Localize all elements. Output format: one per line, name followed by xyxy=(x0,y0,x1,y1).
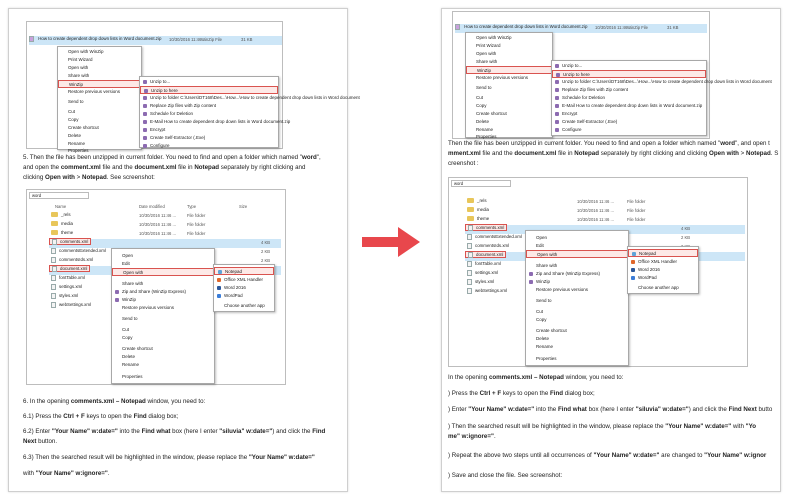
winzip-icon xyxy=(143,80,147,84)
menu-item-edit[interactable]: Edit xyxy=(536,243,544,248)
menu-item-cut[interactable]: Cut xyxy=(122,327,130,332)
menu-item-cut[interactable]: Cut xyxy=(476,95,484,100)
submenu-email[interactable]: E-Mail How to create dependent drop down lists in Word document.zip xyxy=(552,102,706,110)
file-row[interactable]: styles.xml xyxy=(51,293,78,302)
notepad-icon xyxy=(632,252,636,256)
gear-icon xyxy=(143,144,147,148)
menu-item-print-wizard[interactable]: Print Wizard xyxy=(476,43,501,48)
winzip-icon xyxy=(143,96,147,100)
submenu-email-label: E-Mail How to create dependent drop down lists in Word document.zip xyxy=(150,119,291,124)
xml-file-icon xyxy=(467,270,472,276)
header-size[interactable]: Size xyxy=(239,204,248,209)
word-icon xyxy=(631,268,635,272)
submenu-notepad[interactable]: Notepad xyxy=(628,249,698,257)
xml-file-icon xyxy=(51,293,56,299)
submenu-wordpad[interactable]: WordPad xyxy=(214,292,274,300)
zip-file-type: WinZip File xyxy=(201,37,222,42)
step-5-paragraph: 5. Then the file has been unzipped in current folder. You need to find and open a folder which named "word", and open the comment.xml file and the document.xml file in Notepad separately by right clicking and clicking Open with > Notepad. See screenshot: xyxy=(23,154,321,181)
winzip-icon xyxy=(555,104,559,108)
submenu-office-xml-handler[interactable]: Office XML Handler xyxy=(628,258,698,266)
file-name-document-highlight: document.xml xyxy=(49,265,90,272)
submenu-encrypt[interactable] xyxy=(140,126,278,134)
menu-item-rename[interactable]: Rename xyxy=(68,141,86,146)
header-name[interactable]: Name xyxy=(55,204,67,209)
menu-item-winzip[interactable]: WinZip xyxy=(112,296,214,304)
step-6-1: 6.1) Press the Ctrl + F keys to open the Find dialog box; xyxy=(23,413,179,420)
menu-item-winzip[interactable]: WinZip xyxy=(58,80,141,88)
menu-item-copy[interactable]: Copy xyxy=(122,335,133,340)
document-page-after xyxy=(441,8,781,492)
zip-file-row: How to create dependent drop down lists in Word document.zip 10/30/2016 11:46 ... WinZip File 31 KB xyxy=(455,24,707,33)
menu-item-delete[interactable]: Delete xyxy=(68,133,82,138)
menu-item-open[interactable]: Open xyxy=(122,253,134,258)
menu-item-send-to[interactable]: Send to xyxy=(536,298,552,303)
step-6-2: ) Enter "Your Name" w:date=" into the Find what box (here I enter "siluvia" w:date=") and click the Find Next butto xyxy=(448,406,773,413)
submenu-schedule-deletion[interactable] xyxy=(140,110,278,118)
submenu-unzip-to-here[interactable] xyxy=(140,86,278,94)
menu-item-edit[interactable]: Edit xyxy=(122,261,130,266)
menu-item-properties[interactable]: Properties xyxy=(476,134,497,139)
winzip-icon xyxy=(144,89,148,93)
menu-item-delete[interactable]: Delete xyxy=(122,354,136,359)
step-6-5: ) Save and close the file. See screenshot: xyxy=(448,472,563,479)
right-arrow-icon xyxy=(362,227,420,257)
step-6-4: ) Repeat the above two steps until all occurrences of "Your Name" w:date=" are changed to "Your Name" w:ignor xyxy=(448,452,767,459)
file-name-document-highlight: document.xml xyxy=(465,251,506,258)
folder-icon xyxy=(51,230,58,235)
submenu-schedule-deletion-label: Schedule for Deletion xyxy=(150,111,194,116)
screenshot-open-with-notepad xyxy=(448,177,748,367)
menu-item-open-with[interactable]: Open with xyxy=(68,65,89,70)
menu-item-restore-previous[interactable]: Restore previous versions xyxy=(536,287,589,292)
folder-icon xyxy=(467,216,474,221)
submenu-office-xml-handler[interactable]: Office XML Handler xyxy=(214,276,274,284)
wordpad-icon xyxy=(217,294,221,298)
file-row[interactable]: theme 10/30/2016 11:46 ... File folder xyxy=(51,230,281,239)
file-row[interactable]: commentsIds.xml 2 KB xyxy=(51,257,281,266)
menu-item-create-shortcut[interactable]: Create shortcut xyxy=(122,346,153,351)
xml-file-icon xyxy=(468,225,473,231)
submenu-encrypt-label: Encrypt xyxy=(150,127,166,132)
xml-file-icon xyxy=(467,234,472,240)
submenu-replace-zip[interactable] xyxy=(140,102,278,110)
file-row[interactable]: media 10/30/2016 11:46 ... File folder xyxy=(467,207,489,216)
step-6-3: ) Then the searched result will be highlighted in the window, please replace the "Your Name" w:date=" with "Yo me" w:ignore=". xyxy=(448,423,757,440)
file-row[interactable]: theme 10/30/2016 11:46 ... File folder xyxy=(467,216,489,225)
menu-item-restore-previous[interactable]: Restore previous versions xyxy=(68,89,121,94)
file-row[interactable]: _rels 10/30/2016 11:46 ... File folder xyxy=(51,212,281,221)
menu-item-create-shortcut[interactable]: Create shortcut xyxy=(536,328,567,333)
file-row[interactable]: webSettings.xml xyxy=(51,302,91,311)
menu-item-copy[interactable]: Copy xyxy=(476,103,487,108)
xml-file-icon xyxy=(468,252,473,258)
file-row[interactable]: comments.xml 4 KB xyxy=(49,239,281,248)
wordpad-icon xyxy=(631,276,635,280)
winzip-submenu xyxy=(139,76,360,148)
menu-item-copy[interactable]: Copy xyxy=(68,117,79,122)
xml-file-icon xyxy=(51,284,56,290)
menu-item-share-with[interactable]: Share with xyxy=(536,263,558,268)
submenu-word-2016[interactable]: Word 2016 xyxy=(214,284,274,292)
file-row[interactable]: media 10/30/2016 11:46 ... File folder xyxy=(51,221,281,230)
file-row[interactable]: settings.xml xyxy=(467,270,498,279)
menu-item-open-with[interactable]: Open with xyxy=(526,250,628,258)
open-with-submenu xyxy=(627,246,699,294)
zip-file-icon xyxy=(29,36,34,42)
open-with-submenu xyxy=(213,264,275,312)
submenu-encrypt[interactable]: Encrypt xyxy=(552,110,706,118)
submenu-choose-another-app[interactable]: Choose another app xyxy=(638,285,679,290)
xml-file-icon xyxy=(52,239,57,245)
address-bar[interactable]: word xyxy=(29,192,89,199)
winzip-icon xyxy=(529,272,533,276)
submenu-wordpad[interactable]: WordPad xyxy=(628,274,698,282)
xml-file-icon xyxy=(51,257,56,263)
menu-item-properties[interactable]: Properties xyxy=(536,356,557,361)
menu-item-properties[interactable] xyxy=(58,148,141,151)
screenshot-winzip-menu xyxy=(452,11,772,139)
menu-item-send-to[interactable]: Send to xyxy=(476,85,492,90)
address-bar[interactable]: word xyxy=(451,180,511,187)
menu-item-open-with-winzip[interactable]: Open with WinZip xyxy=(68,49,104,54)
file-row[interactable]: settings.xml xyxy=(51,284,82,293)
submenu-notepad[interactable]: Notepad xyxy=(214,267,274,275)
screenshot-open-with-notepad xyxy=(26,189,286,385)
menu-item-create-shortcut[interactable]: Create shortcut xyxy=(476,111,507,116)
winzip-icon xyxy=(115,298,119,302)
xml-file-icon xyxy=(467,279,472,285)
menu-item-zip-and-share[interactable]: Zip and Share (WinZip Express) xyxy=(526,270,628,278)
submenu-replace-zip-label: Replace Zip files with Zip content xyxy=(150,103,217,108)
zip-file-icon xyxy=(455,24,460,30)
office-icon xyxy=(631,260,635,264)
menu-item-open-with[interactable]: Open with xyxy=(476,51,497,56)
submenu-schedule-deletion[interactable]: Schedule for Deletion xyxy=(552,94,706,102)
menu-item-zip-and-share[interactable]: Zip and Share (WinZip Express) xyxy=(112,288,214,296)
step-5-paragraph: Then the file has been unzipped in current folder. You need to find and open a folder which named "word", and open t mment.xml file and the document.xml file in Notepad separately by right clicking and clicking Open with > Notepad. S creenshot : xyxy=(448,140,779,167)
submenu-word-2016[interactable]: Word 2016 xyxy=(628,266,698,274)
winzip-icon xyxy=(143,112,147,116)
folder-icon xyxy=(467,198,474,203)
context-menu xyxy=(525,230,629,366)
file-row[interactable]: fontTable.xml xyxy=(51,275,85,284)
xml-file-icon xyxy=(51,275,56,281)
submenu-unzip-to[interactable] xyxy=(140,78,278,86)
menu-item-open-with-winzip[interactable]: Open with WinZip xyxy=(476,35,512,40)
office-icon xyxy=(217,278,221,282)
submenu-choose-another-app[interactable]: Choose another app xyxy=(224,303,265,308)
submenu-self-extractor-label: Create Self-Extractor (.Exe) xyxy=(150,135,206,140)
file-row[interactable]: commentsIds.xml xyxy=(467,243,745,252)
gear-icon xyxy=(555,128,559,132)
header-type[interactable]: Type xyxy=(187,204,197,209)
file-row[interactable]: webSettings.xml xyxy=(467,288,507,297)
menu-item-restore-previous[interactable]: Restore previous versions xyxy=(476,75,529,80)
file-row[interactable]: commentsExtended.xml 2 KB xyxy=(51,248,281,257)
screenshot-winzip-menu xyxy=(26,21,360,153)
submenu-unzip-to-label: Unzip to... xyxy=(150,79,171,84)
submenu-unzip-to-here-label: Unzip to here xyxy=(151,88,178,93)
submenu-replace-zip[interactable]: Replace Zip files with Zip content xyxy=(552,86,706,94)
xml-file-icon xyxy=(467,288,472,294)
winzip-icon xyxy=(115,290,119,294)
context-menu xyxy=(465,32,553,138)
file-name-comments-highlight: comments.xml xyxy=(465,224,507,231)
menu-item-rename[interactable]: Rename xyxy=(476,127,494,132)
zip-file-row xyxy=(29,36,282,45)
xml-file-icon xyxy=(51,302,56,308)
file-row[interactable]: _rels 10/30/2016 11:46 ... File folder xyxy=(467,198,487,207)
menu-item-cut[interactable]: Cut xyxy=(536,309,544,314)
winzip-icon xyxy=(555,64,559,68)
winzip-icon xyxy=(555,96,559,100)
context-menu xyxy=(57,46,142,153)
file-row[interactable]: styles.xml xyxy=(467,279,494,288)
xml-file-icon xyxy=(467,243,472,249)
menu-item-send-to[interactable]: Send to xyxy=(68,99,84,104)
menu-item-winzip[interactable]: WinZip xyxy=(466,66,552,74)
submenu-unzip-to-folder[interactable]: Unzip to folder C:\Users\DT168\Des...\How...\How to create dependent drop down lists in Word document xyxy=(552,78,706,86)
submenu-unzip-to-here[interactable]: Unzip to here xyxy=(552,70,706,78)
folder-icon xyxy=(467,207,474,212)
winzip-icon xyxy=(143,136,147,140)
winzip-icon xyxy=(555,80,559,84)
xml-file-icon xyxy=(51,248,56,254)
winzip-icon xyxy=(555,120,559,124)
submenu-unzip-to[interactable]: Unzip to... xyxy=(552,62,706,70)
menu-item-copy[interactable]: Copy xyxy=(536,317,547,322)
folder-icon xyxy=(51,221,58,226)
winzip-icon xyxy=(556,73,560,77)
folder-icon xyxy=(51,212,58,217)
menu-item-print-wizard[interactable]: Print Wizard xyxy=(68,57,93,62)
menu-item-properties[interactable]: Properties xyxy=(122,374,143,379)
context-menu xyxy=(111,248,215,384)
xml-file-icon xyxy=(52,266,57,272)
winzip-icon xyxy=(143,104,147,108)
zip-file-date: 10/30/2016 11:46 ... xyxy=(169,37,206,42)
submenu-configure[interactable] xyxy=(140,142,278,149)
menu-item-winzip[interactable]: WinZip xyxy=(526,278,628,286)
zip-file-name: How to create dependent drop down lists in Word document.zip xyxy=(464,24,588,30)
file-name-comments-highlight: comments.xml xyxy=(49,238,91,245)
xml-file-icon xyxy=(467,261,472,267)
menu-item-send-to[interactable]: Send to xyxy=(122,316,138,321)
menu-item-open-with[interactable]: Open with xyxy=(112,268,214,276)
menu-item-share-with[interactable]: Share with xyxy=(68,73,90,78)
zip-file-name: How to create dependent drop down lists in Word document.zip xyxy=(38,36,162,42)
submenu-configure-label: Configure xyxy=(150,143,170,148)
menu-item-delete[interactable]: Delete xyxy=(536,336,550,341)
lock-icon xyxy=(143,128,147,132)
menu-item-share-with[interactable]: Share with xyxy=(476,59,498,64)
step-6-2: 6.2) Enter "Your Name" w:date=" into the Find what box (here I enter "siluvia" w:date=") and click the Find Next button. xyxy=(23,428,326,445)
winzip-icon xyxy=(529,280,533,284)
word-icon xyxy=(217,286,221,290)
menu-item-cut[interactable]: Cut xyxy=(68,109,76,114)
winzip-icon xyxy=(555,88,559,92)
menu-item-rename[interactable]: Rename xyxy=(536,344,554,349)
step-6-1: ) Press the Ctrl + F keys to open the Find dialog box; xyxy=(448,390,595,397)
menu-item-properties-label: Properties xyxy=(68,148,89,153)
submenu-unzip-to-folder-label: Unzip to folder C:\Users\DT168\Des...\How...\How to create dependent drop down lists in Word document xyxy=(150,95,360,100)
submenu-email[interactable] xyxy=(140,118,291,126)
submenu-unzip-to-folder[interactable] xyxy=(140,94,360,102)
menu-item-share-with[interactable]: Share with xyxy=(122,281,144,286)
document-page-before xyxy=(8,8,360,492)
menu-item-delete[interactable]: Delete xyxy=(476,119,490,124)
submenu-configure[interactable]: Configure xyxy=(552,126,706,134)
zip-file-size: 31 KB xyxy=(241,37,253,42)
menu-item-create-shortcut[interactable]: Create shortcut xyxy=(68,125,99,130)
notepad-icon xyxy=(218,270,222,274)
step-6-intro: In the opening comments.xml – Notepad window, you need to: xyxy=(448,374,624,381)
winzip-submenu xyxy=(551,60,772,136)
file-row[interactable]: fontTable.xml xyxy=(467,261,501,270)
lock-icon xyxy=(555,112,559,116)
step-6-3: 6.3) Then the searched result will be highlighted in the window, please replace the "Your Name" w:date=" with "Your Name" w:ignore=". xyxy=(23,454,315,477)
menu-item-open[interactable]: Open xyxy=(536,235,548,240)
file-row[interactable]: comments.xml 4 KB xyxy=(465,225,745,234)
step-6-intro: 6. In the opening comments.xml – Notepad window, you need to: xyxy=(23,398,206,405)
submenu-self-extractor[interactable] xyxy=(140,134,278,142)
menu-item-rename[interactable]: Rename xyxy=(122,362,140,367)
header-date[interactable]: Date modified xyxy=(139,204,165,209)
submenu-self-extractor[interactable]: Create Self-Extractor (.Exe) xyxy=(552,118,706,126)
winzip-icon xyxy=(143,120,147,124)
file-row[interactable]: commentsExtended.xml 2 KB xyxy=(467,234,745,243)
menu-item-restore-previous[interactable]: Restore previous versions xyxy=(122,305,175,310)
